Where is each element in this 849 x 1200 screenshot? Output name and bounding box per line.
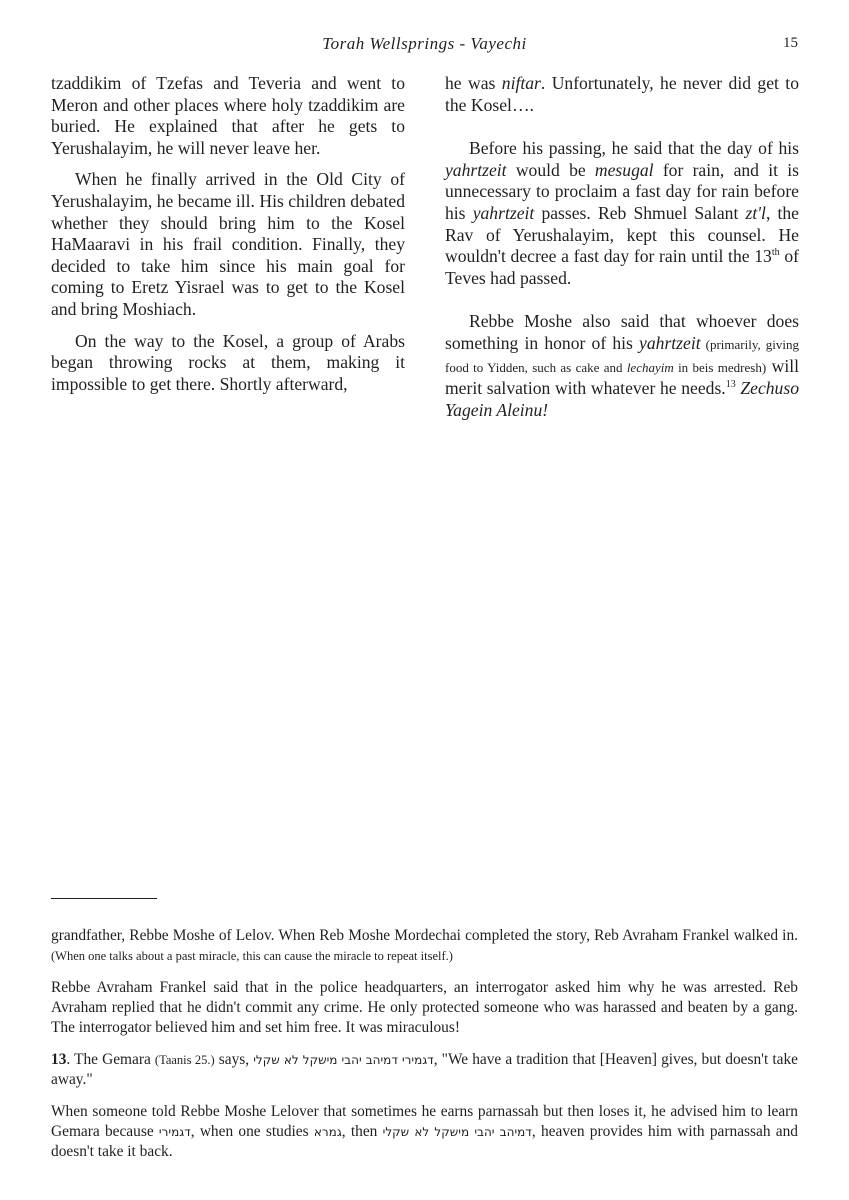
paragraph: On the way to the Kosel, a group of Arabs began throwing rocks at them, making it impossible to get there. Shortly afterward, [51,330,405,394]
text: When someone told Rebbe Moshe Lelover that sometimes he earns parnassah but then loses it, he advised him to learn Gemara because [51,1103,798,1140]
text: passes. Reb Shmuel Salant [534,202,746,223]
text: would be [506,159,595,180]
text: , "We have a tradition that [Heaven] gives, but doesn't take away." [51,1051,798,1088]
footnote-number: 13 [51,1051,67,1068]
italic-term: yahrtzeit [639,332,701,353]
footnote [51,926,798,966]
footnote-reference[interactable]: 13 [725,379,736,391]
paragraph: When he finally arrived in the Old City of Yerushalayim, he became ill. His children debated whether they should bring him to the Kosel HaMaaravi in his frail condition. Finally, they decided to take him since his main goal for coming to Eretz Yisrael was to get to the Kosel and bring Moshiach. [51,169,405,319]
text: of Teves had passed. [445,246,799,288]
italic-term: lechayim [626,359,674,375]
paragraph [445,73,799,116]
text: he was [445,73,502,93]
hebrew-text: דמיהב יהבי מישקל לא שקלי [382,1125,532,1139]
italic-term: yahrtzeit [472,202,535,223]
parenthetical: (primarily, giving food to Yidden, such as cake and [445,336,799,375]
hebrew-text: גמרא [313,1125,342,1139]
text: , heaven provides him with parnassah and doesn't take it back. [51,1123,799,1160]
text: , when one studies [190,1123,314,1140]
footnote-divider [51,898,157,899]
italic-term: zt'l [745,202,766,223]
right-column [445,73,799,431]
running-header-title: Torah Wellsprings - Vayechi [322,34,527,53]
italic-term: mesugal [594,159,654,180]
text: will merit salvation with whatever he needs. [445,355,800,399]
text: says, [214,1051,254,1068]
footnote [51,1102,798,1162]
parenthetical: in beis medresh) [673,359,767,375]
hebrew-text: דגמירי [158,1125,191,1139]
italic-term: yahrtzeit [445,159,507,180]
parenthetical: (When one talks about a past miracle, this can cause the miracle to repeat itself.) [51,949,453,963]
footnote-13 [51,1050,798,1090]
text: , then [341,1123,383,1140]
italic-term: Zechuso Yagein Aleinu! [445,378,799,420]
text: . Unfortunately, he never did get to the Kosel…. [445,73,799,115]
citation: (Taanis 25.) [154,1053,215,1067]
left-column [51,73,405,405]
page-number: 15 [783,35,798,51]
text: , the Rav of Yerushalayim, kept this counsel. He wouldn't decree a fast day for rain until the 13 [445,202,799,267]
superscript: th [771,247,780,259]
paragraph [445,311,799,421]
text: Before his passing, he said that the day of his [469,138,799,159]
text: . The Gemara [66,1051,155,1068]
paragraph: tzaddikim of Tzefas and Teveria and went to Meron and other places where holy tzaddikim are buried. He explained that after he gets to Yerushalayim, he will never leave her. [51,73,405,158]
text: Rebbe Moshe also said that whoever does something in honor of his [445,311,799,353]
footnote: Rebbe Avraham Frankel said that in the police headquarters, an interrogator asked him why he was arrested. Reb Avraham replied that he didn't commit any crime. He only protected someone who was harassed and beaten by a gang. The interrogator believed him and set him free. It was miraculous! [51,979,798,1036]
italic-term: niftar [501,73,541,93]
hebrew-text: דגמירי דמיהב יהבי מישקל לא שקלי [253,1053,434,1067]
text: for rain, and it is unnecessary to proclaim a fast day for rain before his [445,159,799,223]
footnotes [51,926,798,1174]
paragraph [445,138,799,289]
text: grandfather, Rebbe Moshe of Lelov. When Reb Moshe Mordechai completed the story, Reb Avraham Frankel walked in. [51,927,798,944]
